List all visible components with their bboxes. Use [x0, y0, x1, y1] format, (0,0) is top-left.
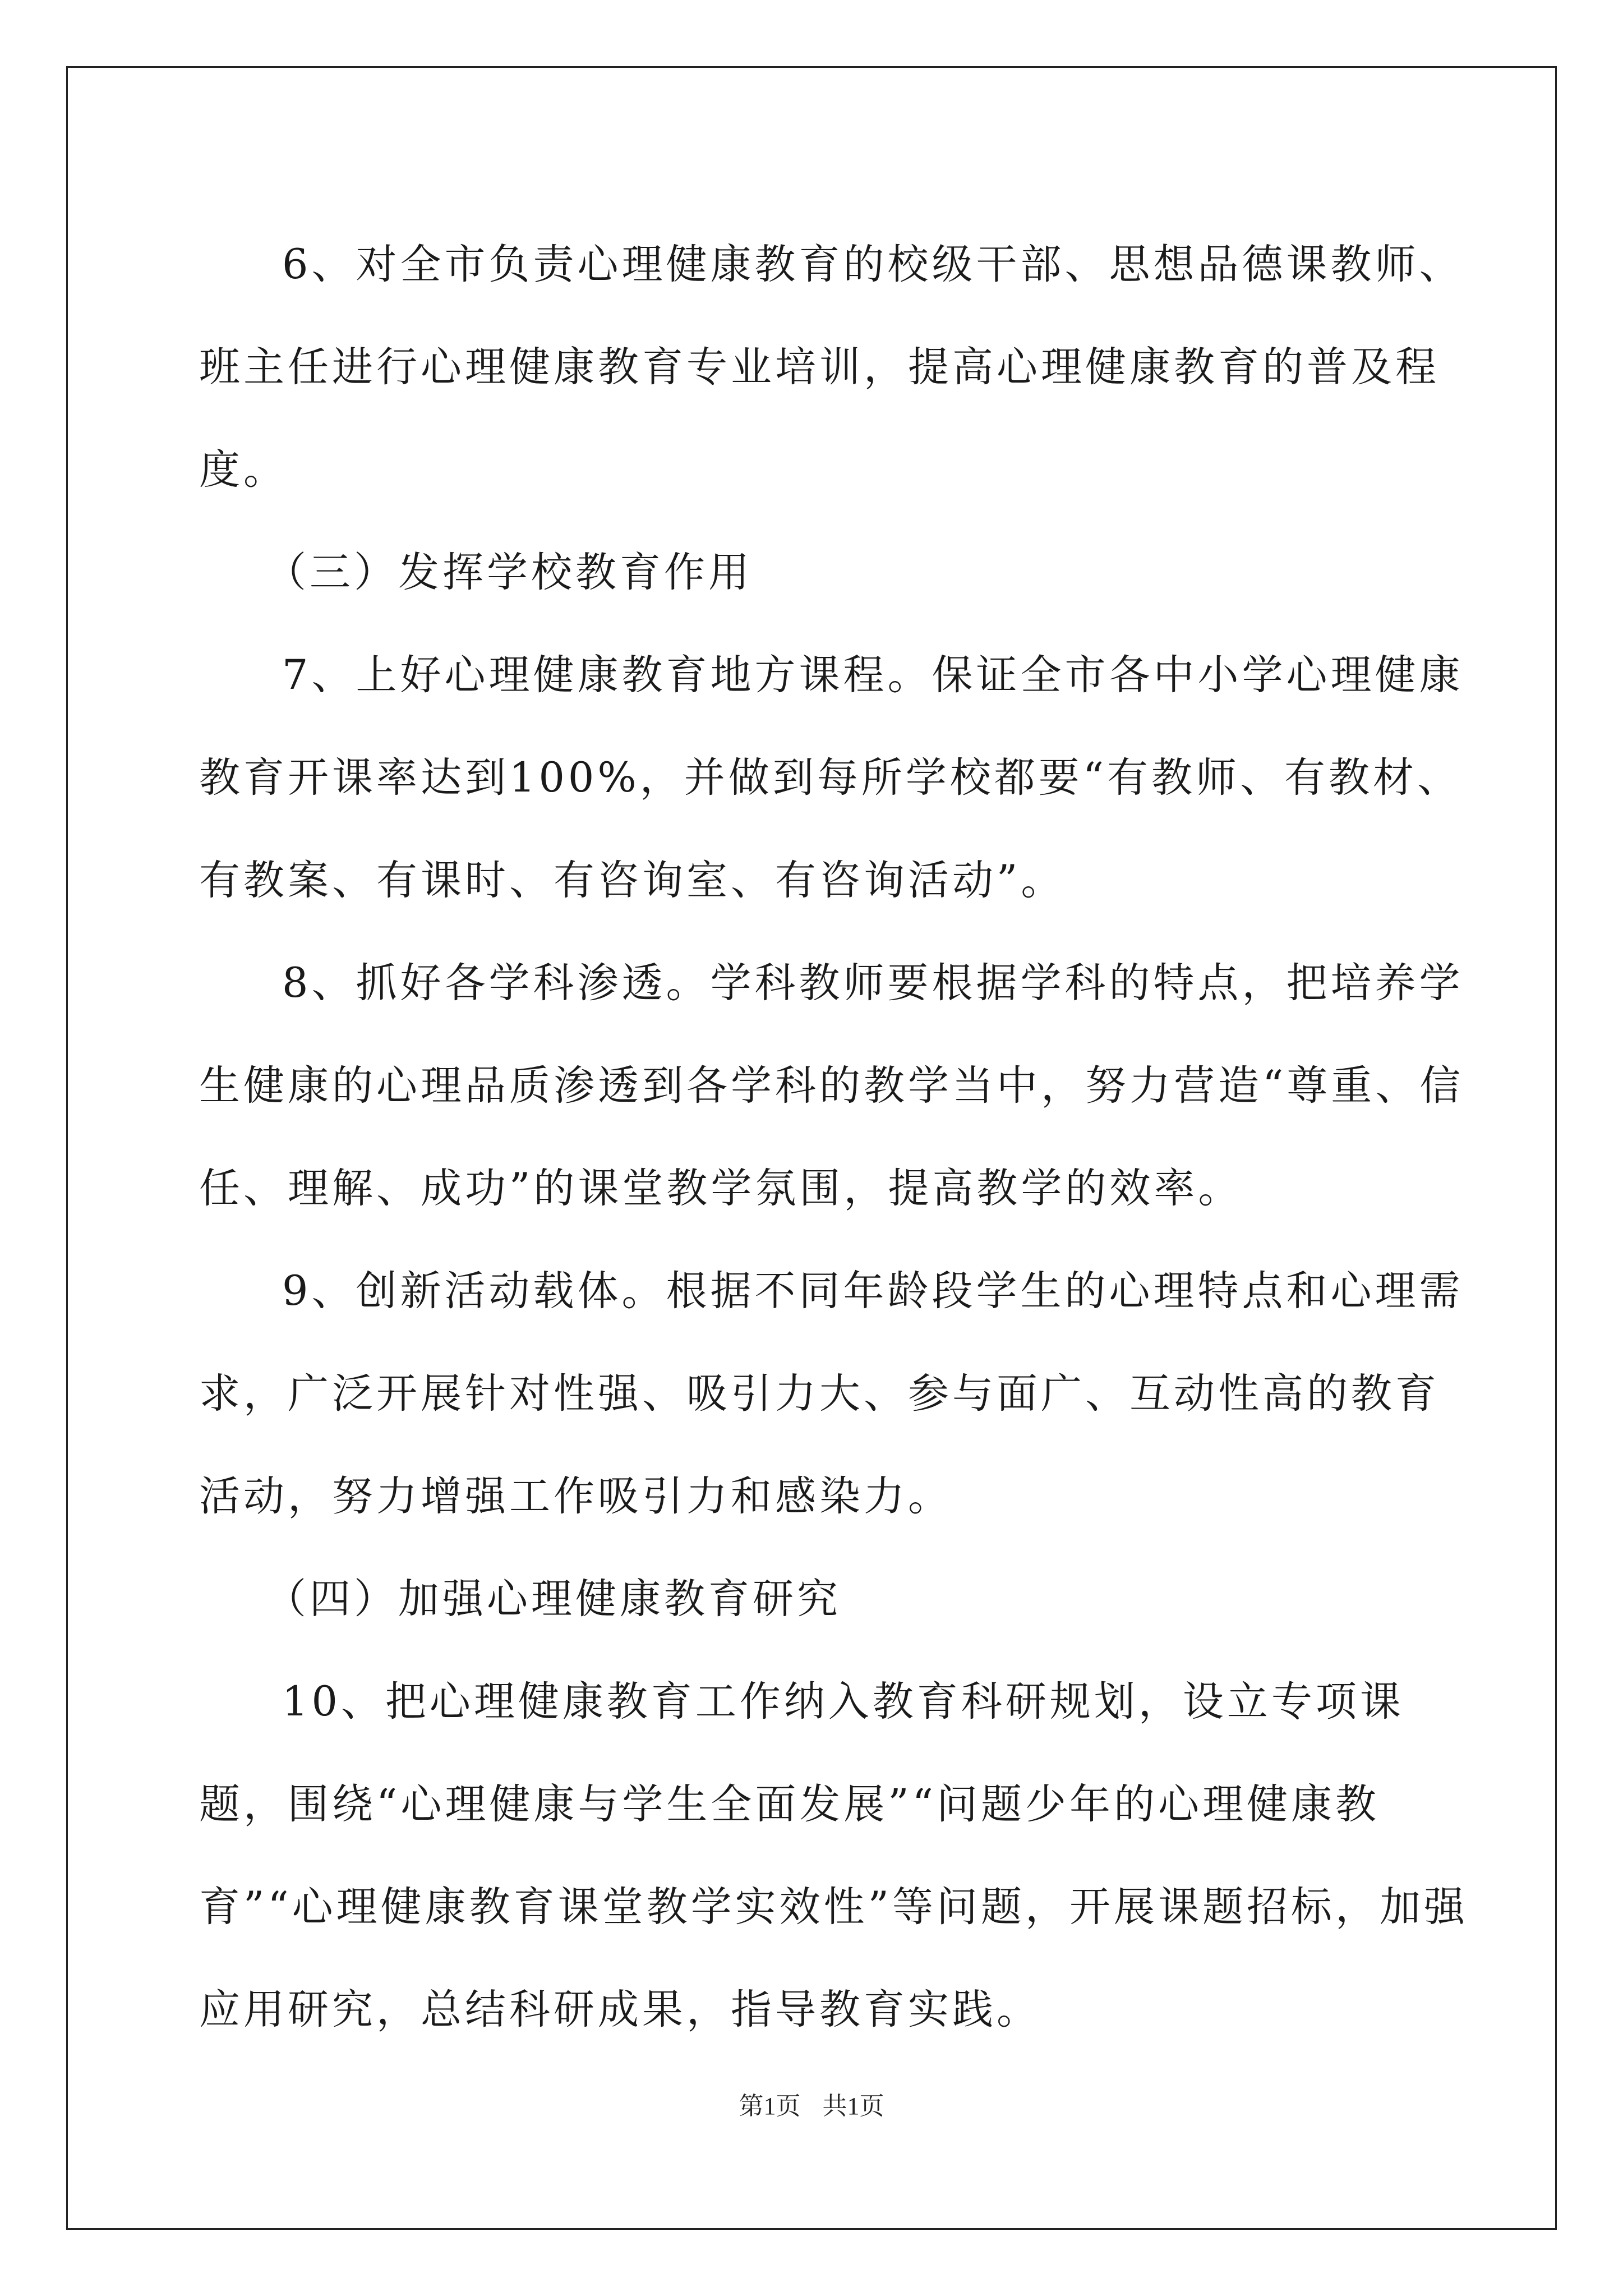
paragraph-7: 7、上好心理健康教育地方课程。保证全市各中小学心理健康教育开课率达到100%，并做到每所学校都要“有教师、有教材、有教案、有课时、有咨询室、有咨询活动”。 [199, 651, 1464, 904]
paragraph-9: 9、创新活动载体。根据不同年龄段学生的心理特点和心理需求，广泛开展针对性强、吸引力大、参与面广、互动性高的教育活动，努力增强工作吸引力和感染力。 [199, 1267, 1464, 1520]
section-heading-4: （四）加强心理健康教育研究 [265, 1575, 841, 1623]
paragraph-6: 6、对全市负责心理健康教育的校级干部、思想品德课教师、班主任进行心理健康教育专业培训，提高心理健康教育的普及程度。 [199, 241, 1464, 494]
page-number: 第1页 [739, 2092, 801, 2120]
page-footer [0, 2086, 1623, 2122]
paragraph-10: 10、把心理健康教育工作纳入教育科研规划，设立专项课题，围绕“心理健康与学生全面发展”“问题少年的心理健康教育”“心理健康教育课堂教学实效性”等问题，开展课题招标，加强应用研究，总结科研成果，指导教育实践。 [199, 1678, 1468, 2033]
section-heading-3: （三）发挥学校教育作用 [265, 549, 753, 596]
paragraph-8: 8、抓好各学科渗透。学科教师要根据学科的特点，把培养学生健康的心理品质渗透到各学科的教学当中，努力营造“尊重、信任、理解、成功”的课堂教学氛围，提高教学的效率。 [199, 959, 1464, 1212]
document-body [199, 213, 1483, 2061]
page-total: 共1页 [822, 2092, 884, 2120]
